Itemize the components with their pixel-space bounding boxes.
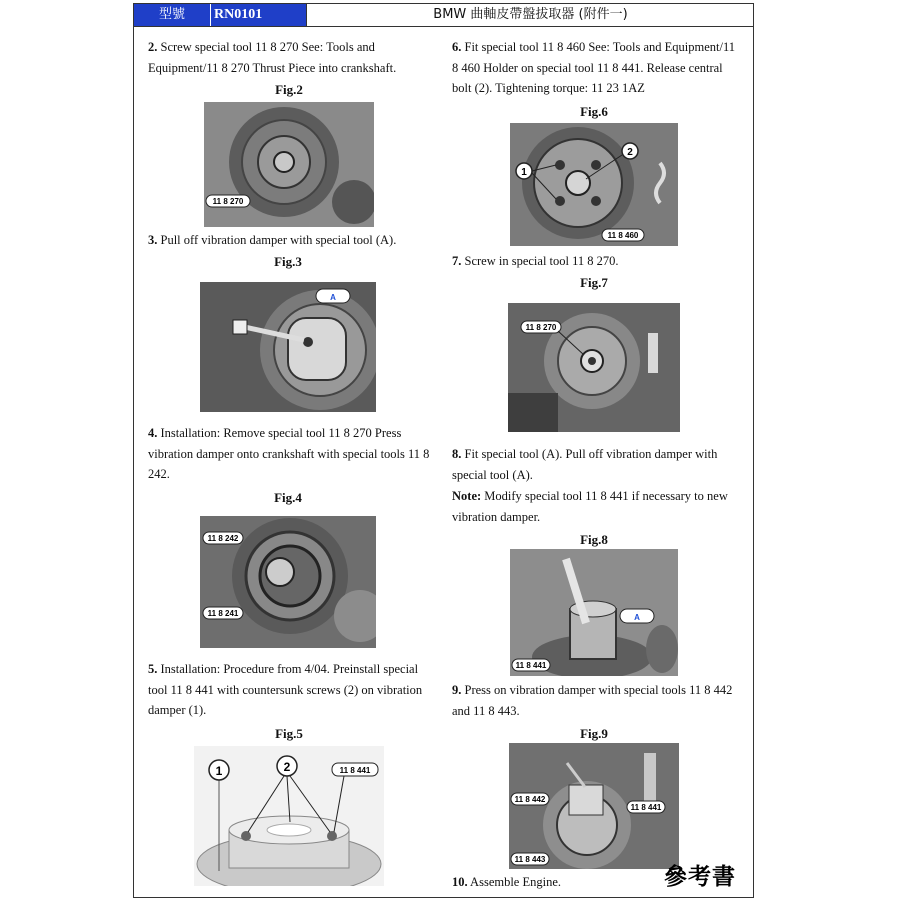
fig5-callout-3: 11 8 441 — [339, 766, 371, 775]
fig9-callout-1: 11 8 442 — [514, 795, 546, 804]
step-9: 9. Press on vibration damper with special tools 11 8 442 and 11 8 443. — [452, 683, 733, 718]
fig8-callout-a: A — [634, 613, 640, 622]
fig2-photo — [204, 102, 374, 227]
fig4-callout-2: 11 8 241 — [207, 609, 239, 618]
fig6-photo — [510, 123, 678, 246]
fig7-callout-1: 11 8 270 — [525, 323, 557, 332]
fig6-caption: Fig.6 — [580, 104, 608, 119]
fig3-caption: Fig.3 — [274, 254, 302, 269]
step-6: 6. Fit special tool 11 8 460 See: Tools and Equipment/11 8 460 Holder on special tool 11 8 441. Release central bolt (2). Tightening torque: 11 23 1AZ — [452, 40, 736, 95]
fig5-callout-1: 1 — [215, 764, 223, 778]
fig3-callout-a: A — [330, 293, 336, 302]
step-2: 2. Screw special tool 11 8 270 See: Tools and Equipment/11 8 270 Thrust Piece into crankshaft. — [148, 40, 397, 75]
fig5-callout-2: 2 — [283, 760, 291, 774]
step-3: 3. Pull off vibration damper with special tool (A). — [148, 233, 397, 247]
model-label: 型號 — [134, 4, 210, 26]
header-bar — [134, 4, 753, 27]
fig9-callout-2: 11 8 441 — [630, 803, 662, 812]
fig6-callout-1: 1 — [521, 167, 527, 178]
fig5-caption: Fig.5 — [275, 726, 303, 741]
fig2-callout-1: 11 8 270 — [212, 197, 244, 206]
fig3-photo — [200, 282, 376, 412]
document-title: BMW 曲軸皮帶盤拔取器 (附件一) — [306, 4, 754, 26]
fig4-callout-1: 11 8 242 — [207, 534, 239, 543]
note: Note: Modify special tool 11 8 441 if necessary to new vibration damper. — [452, 489, 728, 524]
fig9-callout-3: 11 8 443 — [514, 855, 546, 864]
fig4-photo — [200, 516, 376, 648]
fig4-caption: Fig.4 — [274, 490, 302, 505]
step-5: 5. Installation: Procedure from 4/04. Preinstall special tool 11 8 441 with countersunk screws (2) on vibration damper (1). — [148, 662, 423, 717]
fig6-callout-3: 11 8 460 — [607, 231, 639, 240]
fig8-photo — [510, 549, 678, 676]
fig9-caption: Fig.9 — [580, 726, 608, 741]
model-code: RN0101 — [210, 4, 306, 26]
step-10: 10. Assemble Engine. — [452, 875, 562, 889]
fig9-photo — [509, 743, 679, 869]
step-7: 7. Screw in special tool 11 8 270. — [452, 254, 619, 268]
step-8: 8. Fit special tool (A). Pull off vibration damper with special tool (A). — [452, 447, 718, 482]
fig2-caption: Fig.2 — [275, 82, 303, 97]
step-4: 4. Installation: Remove special tool 11 8 270 Press vibration damper onto crankshaft with special tools 11 8 242. — [148, 426, 430, 481]
fig8-caption: Fig.8 — [580, 532, 608, 547]
fig6-callout-2: 2 — [627, 147, 633, 158]
fig7-photo — [508, 303, 680, 432]
fig8-callout-1: 11 8 441 — [515, 661, 547, 670]
reference-stamp: 參考書 — [664, 864, 736, 890]
fig5-photo — [194, 746, 384, 886]
fig7-caption: Fig.7 — [580, 275, 608, 290]
